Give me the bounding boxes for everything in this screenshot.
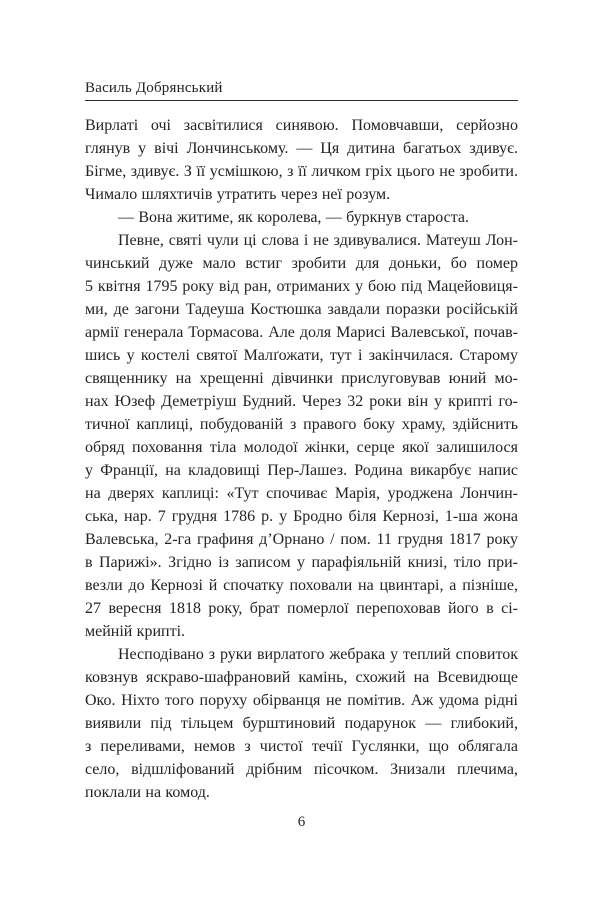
text-line: — Вона житиме, як королева, — буркнув староста. xyxy=(118,209,469,226)
text-line: Вирлаті очі засвітилися синявою. Помовчавши, серйозно xyxy=(85,117,518,134)
page-number: 6 xyxy=(297,814,306,830)
text-line: обряд поховання тіла молодої жінки, серце якої залишилося xyxy=(85,439,518,456)
text-line: на дверях каплиці: «Тут спочиває Марія, уроджена Лончин- xyxy=(85,485,518,502)
header-rule xyxy=(85,100,518,101)
text-line: Око. Ніхто того поруху обірванця не помітив. Аж удома рідні xyxy=(85,692,518,709)
page-footer xyxy=(85,814,518,831)
text-line: виявили під тільцем бурштиновий подарунок — глибокий, xyxy=(85,715,518,732)
text-line: Чимало шляхтичів утратить через неї розум. xyxy=(85,186,391,203)
text-line: мейній крипті. xyxy=(85,623,186,640)
text-line: 27 вересня 1818 року, брат померлої перепоховав його в сі- xyxy=(85,600,518,617)
author-name: Василь Добрянський xyxy=(85,80,223,96)
text-line: нах Юзеф Деметріуш Будний. Через 32 роки він у крипті го- xyxy=(85,393,518,410)
text-block xyxy=(85,114,518,804)
running-header xyxy=(85,80,518,101)
text-line: шись у костелі святої Малґожати, тут і закінчилася. Старому xyxy=(85,347,518,364)
text-line: Валевська, 2-га графиня д’Орнано / пом. 11 грудня 1817 року xyxy=(85,531,518,548)
text-line: ми, де загони Тадеуша Костюшка завдали поразки російській xyxy=(85,301,518,318)
text-line: Несподівано з руки вирлатого жебрака у теплий сповиток xyxy=(118,646,518,663)
text-line: 5 квітня 1795 року від ран, отриманих у бою під Мацейовиця- xyxy=(85,278,518,295)
text-line: у Франції, на кладовищі Пер-Лашез. Родина викарбує напис xyxy=(85,462,518,479)
text-line: армії генерала Тормасова. Але доля Марисі Валевської, почав- xyxy=(85,324,518,341)
text-line: в Парижі». Згідно із записом у парафіяльній книзі, тіло при- xyxy=(85,554,518,571)
text-line: глянув у вічі Лончинському. — Ця дитина багатьох здивує. xyxy=(85,140,518,157)
text-line: везли до Кернозі й спочатку поховали на цвинтарі, а пізніше, xyxy=(85,577,518,594)
text-line: ська, нар. 7 грудня 1786 р. у Бродно біля Кернозі, 1-ша жона xyxy=(85,508,518,525)
text-line: село, відшліфований дрібним пісочком. Знизали плечима, xyxy=(85,761,518,778)
text-line: Бігме, здивує. З її усмішкою, з її личком гріх цього не зробити. xyxy=(85,163,518,180)
text-line: Певне, святі чули ці слова і не здивувалися. Матеуш Лон- xyxy=(118,232,518,249)
text-line: чинський дуже мало встиг зробити для доньки, бо помер xyxy=(85,255,518,272)
text-line: з переливами, немов з чистої течії Гуслянки, що облягала xyxy=(85,738,518,755)
text-line: тичної каплиці, побудованій з правого боку храму, здійснить xyxy=(85,416,518,433)
text-line: священнику на хрещенні дівчинки прислуговував юний мо- xyxy=(85,370,518,387)
text-line: поклали на комод. xyxy=(85,784,210,801)
text-line: ковзнув яскраво-шафрановий камінь, схожий на Всевидюще xyxy=(85,669,518,686)
